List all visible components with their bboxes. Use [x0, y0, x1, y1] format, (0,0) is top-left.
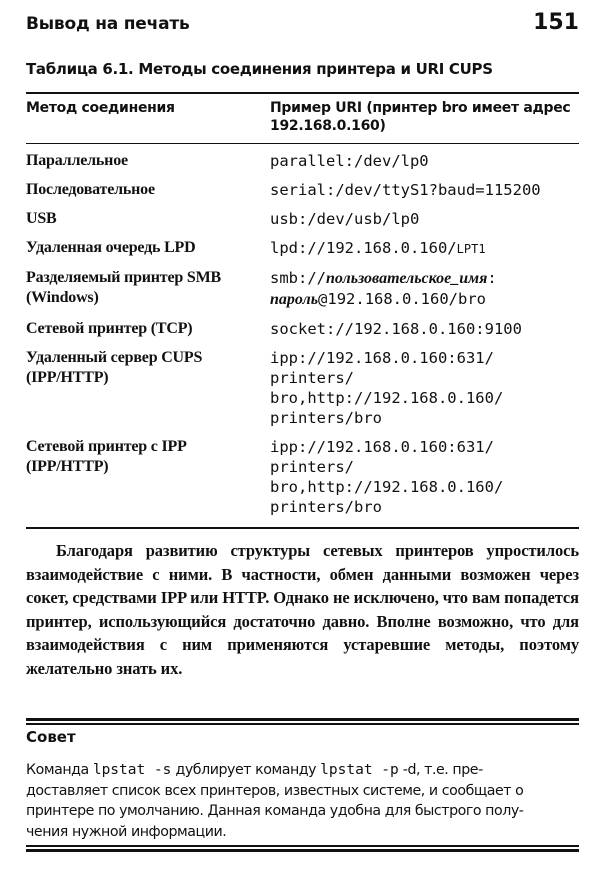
tip-bottom-rule — [26, 849, 579, 852]
method-cell: Разделяемый принтер SMB (Windows) — [26, 269, 221, 306]
table-row — [26, 348, 579, 437]
command-lpstat-s: lpstat -s — [92, 762, 172, 778]
tip-bottom-rule-thin — [26, 845, 579, 847]
column-header-uri: Пример URI (принтер bro имеет адрес 192.168.0.160) — [270, 93, 579, 144]
table-row — [26, 238, 579, 268]
uri-rest: @192.168.0.160/bro — [318, 290, 487, 308]
connection-methods-table — [26, 92, 579, 529]
uri-cell — [270, 238, 579, 268]
uri-prefix: lpd://192.168.0.160/ — [270, 239, 457, 257]
uri-password-placeholder: пароль — [270, 291, 319, 308]
table-caption: Таблица 6.1. Методы соединения принтера и URI CUPS — [26, 60, 493, 78]
uri-cell: socket://192.168.0.160:9100 — [270, 320, 522, 338]
running-head — [26, 10, 579, 38]
tip-line: принтере по умолчанию. Данная команда удобна для быстрого полу- — [26, 803, 524, 819]
command-lpstat-p: lpstat -p — [320, 762, 399, 778]
method-cell: Сетевой принтер (TCP) — [26, 320, 193, 337]
uri-cell: parallel:/dev/lp0 — [270, 152, 429, 170]
tip-body — [26, 760, 579, 842]
tip-top-rule — [26, 718, 579, 721]
uri-cell: usb:/dev/usb/lp0 — [270, 210, 420, 228]
uri-cell: ipp://192.168.0.160:631/ printers/ bro,http://192.168.0.160/ printers/bro — [270, 349, 504, 427]
method-cell: Удаленная очередь LPD — [26, 239, 196, 256]
tip-text: Команда — [26, 762, 93, 778]
running-title: Вывод на печать — [26, 14, 190, 34]
uri-suffix: LPT1 — [456, 242, 486, 256]
tip-top-rule-thin — [26, 723, 579, 725]
uri-cell — [270, 268, 579, 319]
page-number: 151 — [533, 10, 579, 35]
table-row — [26, 144, 579, 181]
book-page — [26, 0, 579, 870]
uri-cell: serial:/dev/ttyS1?baud=115200 — [270, 181, 541, 199]
method-cell: Параллельное — [26, 152, 128, 169]
table-row — [26, 180, 579, 209]
tip-line: доставляет список всех принтеров, известных системе, и сообщает о — [26, 782, 524, 799]
tip-text: дублирует команду — [171, 762, 321, 778]
method-cell: Последовательное — [26, 181, 155, 198]
uri-username-placeholder: пользовательское_имя — [326, 270, 488, 287]
uri-colon: : — [487, 269, 497, 287]
table-row — [26, 268, 579, 319]
table-row — [26, 319, 579, 348]
uri-cell: ipp://192.168.0.160:631/ printers/ bro,http://192.168.0.160/ printers/bro — [270, 437, 579, 528]
uri-prefix: smb:// — [270, 269, 326, 287]
method-cell: USB — [26, 210, 57, 227]
table-row — [26, 209, 579, 238]
body-paragraph: Благодаря развитию структуры сетевых принтеров упростилось взаимодействие с ними. В частности, обмен данными возможен через сокет, средствами IPP или HTTP. Однако не исключено, что вам попадется принтер, использующийся достаточно давно. Вполне возможно, что для взаимодействия с ним применяются устаревшие методы, поэтому желательно знать их. — [26, 541, 579, 678]
column-header-method: Метод соединения — [26, 93, 270, 144]
tip-text: -d, т.е. пре- — [398, 762, 483, 778]
method-cell: Удаленный сервер CUPS (IPP/HTTP) — [26, 349, 203, 386]
tip-line — [26, 760, 579, 781]
method-cell: Сетевой принтер с IPP (IPP/HTTP) — [26, 437, 270, 528]
table-row — [26, 437, 579, 528]
tip-line: чения нужной информации. — [26, 823, 227, 840]
tip-heading: Совет — [26, 728, 76, 746]
table-header-row — [26, 93, 579, 144]
